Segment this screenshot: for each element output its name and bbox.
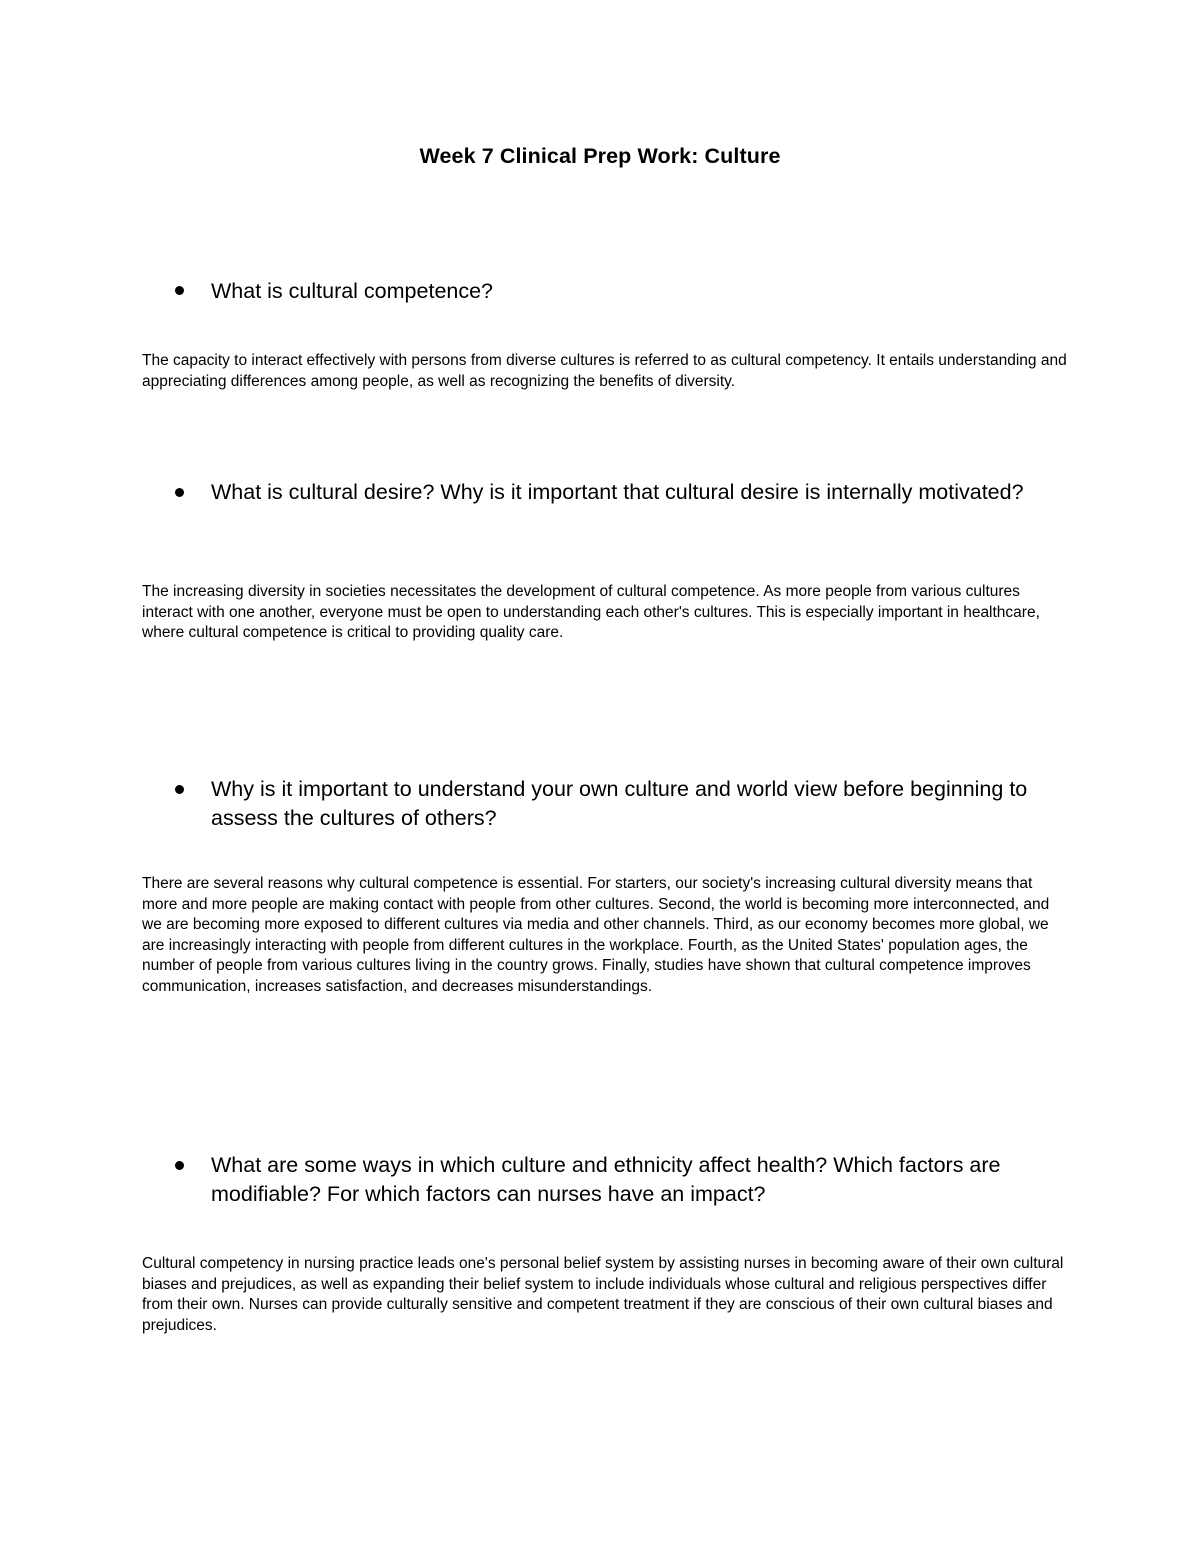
question-1: What is cultural competence? bbox=[211, 279, 494, 303]
bullet-icon bbox=[175, 785, 184, 794]
answer-2: The increasing diversity in societies necessitates the development of cultural competence. As more people from various cultures interact with one another, everyone must be open to understanding each other's cultures. This is especially important in healthcare, where cultural competence is critical to providing quality care. bbox=[142, 583, 1040, 642]
bullet-icon bbox=[175, 286, 184, 295]
answer-3: There are several reasons why cultural competence is essential. For starters, our society's increasing cultural diversity means that more and more people are making contact with people from other cultures. Second, the world is becoming more interconnected, and we are becoming more exposed to different cultures via media and other channels. Third, as our economy becomes more global, we are increasingly interacting with people from different cultures in the workplace. Fourth, as the United States' population ages, the number of people from various cultures living in the country grows. Finally, studies have shown that cultural competence improves communication, increases satisfaction, and decreases misunderstandings. bbox=[142, 875, 1050, 995]
answer-4: Cultural competency in nursing practice leads one's personal belief system by assisting nurses in becoming aware of their own cultural biases and prejudices, as well as expanding their belief system to include individuals whose cultural and religious perspectives differ from their own. Nurses can provide culturally sensitive and competent treatment if they are conscious of their own cultural biases and prejudices. bbox=[142, 1255, 1064, 1334]
bullet-icon bbox=[175, 488, 184, 497]
answer-1: The capacity to interact effectively with persons from diverse cultures is referred to as cultural competency. It entails understanding and appreciating differences among people, as well as recognizing the benefits of diversity. bbox=[142, 352, 1067, 390]
question-4: What are some ways in which culture and ethnicity affect health? Which factors are modifiable? For which factors can nurses have an impact? bbox=[211, 1153, 1001, 1206]
question-2: What is cultural desire? Why is it important that cultural desire is internally motivated? bbox=[211, 480, 1024, 504]
bullet-icon bbox=[175, 1161, 184, 1170]
page-title: Week 7 Clinical Prep Work: Culture bbox=[419, 144, 781, 168]
question-3: Why is it important to understand your own culture and world view before beginning to assess the cultures of others? bbox=[211, 777, 1028, 830]
